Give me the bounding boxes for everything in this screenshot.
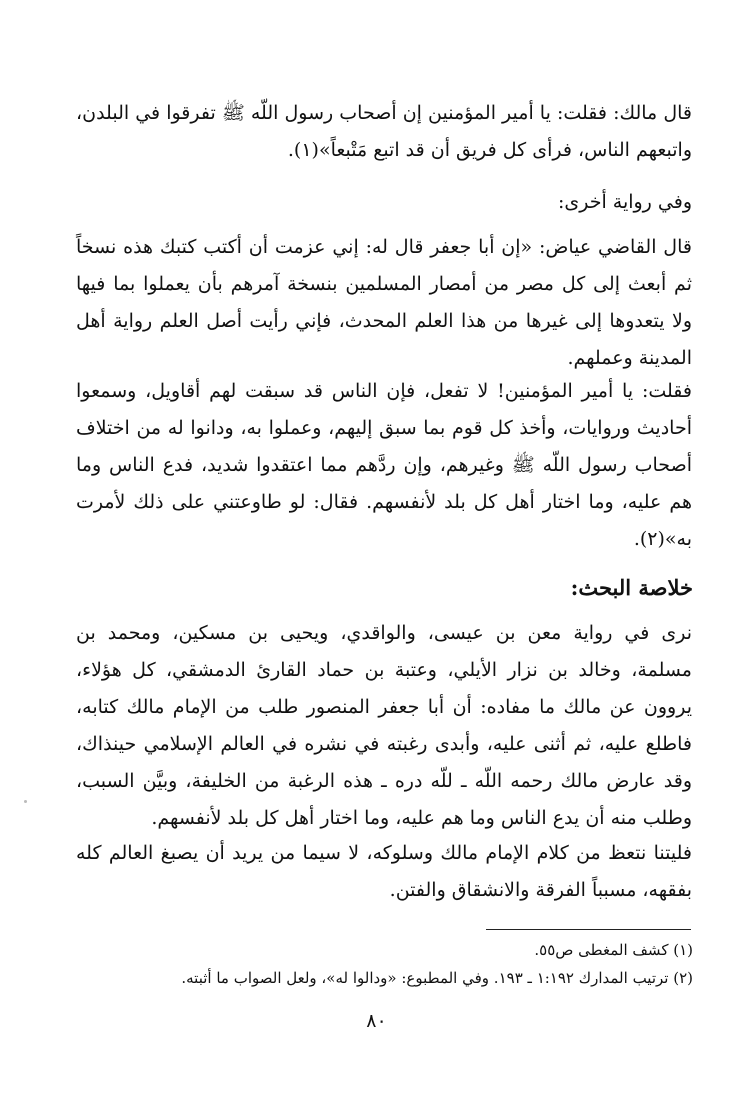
footnote-divider xyxy=(486,929,691,930)
paragraph-malik-advice: فقلت: يا أمير المؤمنين! لا تفعل، فإن الناس قد سبقت لهم أقاويل، وسمعوا أحاديث وروايات، وأخذ كل قوم بما سبق إليهم، وعملوا به، ودانوا له من اختلاف أصحاب رسول اللّه ﷺ وغيرهم، وإن ردَّهم مما اعتقدوا شديد، فدع الناس وما هم عليه، وما اختار أهل كل بلد لأنفسهم. فقال: لو طاوعتني على ذلك لأمرت به»(٢). xyxy=(76,380,692,550)
paragraph-malik-reply: قال مالك: فقلت: يا أمير المؤمنين إن أصحاب رسول اللّه ﷺ تفرقوا في البلدن، واتبعهم الناس، فرأى كل فريق أن قد اتبع مَتْبعاً»(١). xyxy=(76,102,692,161)
scan-speck xyxy=(24,800,27,803)
footnote-2: (٢) ترتيب المدارك ١:١٩٢ ـ ١٩٣. وفي المطبوع: «ودالوا له»، ولعل الصواب ما أثبته. xyxy=(181,969,693,987)
paragraph-other-narration: وفي رواية أخرى: xyxy=(557,191,692,213)
page-number: ٨٠ xyxy=(366,1010,387,1032)
paragraph-summary: نرى في رواية معن بن عيسى، والواقدي، ويحيى بن مسكين، ومحمد بن مسلمة، وخالد بن نزار الأيلي، وعتبة بن حماد القارئ الدمشقي، كل هؤلاء، يروون عن مالك ما مفاده: أن أبا جعفر المنصور طلب من الإمام مالك كتابه، فاطلع عليه، ثم أثنى عليه، وأبدى رغبته في نشره في العالم الإسلامي حينذاك، وقد عارض مالك رحمه اللّه ـ للّه دره ـ هذه الرغبة من الخليفة، وبيَّن السبب، وطلب منه أن يدع الناس وما هم عليه، وما اختار أهل كل بلد لأنفسهم. xyxy=(76,622,692,829)
paragraph-qadi-iyad-quote: قال القاضي عياض: «إن أبا جعفر قال له: إني عزمت أن أكتب كتبك هذه نسخاً ثم أبعث إلى كل مصر من أمصار المسلمين بنسخة آمرهم بأن يعملوا بما فيها ولا يتعدوها إلى غيرها من هذا العلم المحدث، فإني رأيت أصل العلم رواية أهل المدينة وعملهم. xyxy=(76,236,692,369)
section-heading-summary: خلاصة البحث: xyxy=(570,575,693,600)
footnote-1: (١) كشف المغطى ص٥٥. xyxy=(534,941,693,959)
paragraph-conclusion: فليتنا نتعظ من كلام الإمام مالك وسلوكه، لا سيما من يريد أن يصبغ العالم كله بفقهه، مسبباً الفرقة والانشقاق والفتن. xyxy=(76,842,692,901)
